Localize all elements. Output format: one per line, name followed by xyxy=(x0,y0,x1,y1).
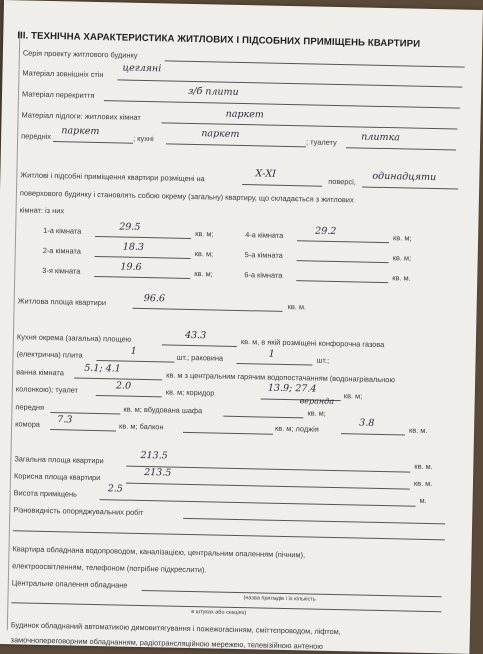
toilet-area-line xyxy=(96,395,162,397)
stove-count-line xyxy=(96,360,174,363)
room-4-unit: кв. м; xyxy=(393,233,412,243)
room-5-line xyxy=(297,260,389,263)
project-series-label: Серія проекту житлового будинку xyxy=(22,48,138,60)
loggia-value: 3.8 xyxy=(359,417,375,429)
room-3-line xyxy=(94,276,190,279)
ceiling-label: Матеріал перекриття xyxy=(21,89,95,100)
location-text-2: поверсі, xyxy=(328,176,356,187)
balcony-line xyxy=(183,432,273,435)
utilities-line-2: електроосвітленням, телефоном (потрібне підкреслити). xyxy=(12,561,207,575)
finish-line-2 xyxy=(13,530,445,540)
location-text-3: поверхового будинку і становлять собою окрему (загальну) квартиру, що складається з житлових xyxy=(19,188,354,205)
storeys-line xyxy=(362,187,458,190)
room-6-line xyxy=(296,280,388,283)
room-1-label: 1-а кімната xyxy=(43,225,82,236)
kitchen-line-4c: кв. м; xyxy=(343,391,363,401)
kitchen-line-2a: (електрична) плита xyxy=(16,349,83,360)
walls-line xyxy=(117,79,462,87)
living-area-value: 96.6 xyxy=(143,292,166,305)
kitchen-line-2b: шт.; раковина xyxy=(176,352,224,363)
veranda-note: веранда xyxy=(299,396,335,406)
kitchen-line-2c: шт.; xyxy=(316,355,330,365)
kitchen-line-6c: кв. м; лоджія xyxy=(274,423,319,434)
room-6-unit: кв. м. xyxy=(392,273,411,283)
room-1-line xyxy=(95,236,191,239)
closet-line xyxy=(223,416,303,419)
room-5-unit: кв. м; xyxy=(392,253,412,263)
kitchen-line-4b: кв. м; коридор xyxy=(165,387,215,398)
total-area-value: 213.5 xyxy=(140,449,168,462)
living-area-unit: кв. м. xyxy=(287,302,307,312)
ceiling-value: з/б плити xyxy=(188,85,239,98)
total-area-label: Загальна площа квартири xyxy=(14,454,104,466)
kitchen-line-5c: кв. м; xyxy=(307,408,326,418)
storeys-value: одинадцяти xyxy=(372,170,437,184)
utilities-line-3: Будинок обладнаний автоматикою димовитягування і пожежогасінням, сміттєпроводом, ліфтом, xyxy=(10,620,341,637)
total-area-unit: кв. м. xyxy=(414,461,433,472)
toilet-line xyxy=(346,147,456,150)
kitchen-line-3a: ванна кімната xyxy=(16,367,64,378)
kitchen-line-5b: кв. м; вбудована шафа xyxy=(123,404,203,416)
room-1-unit: кв. м; xyxy=(195,229,214,239)
floor-label: Матеріал підлоги: житлових кімнат xyxy=(21,110,141,122)
location-text-1: Житлові і підсобні приміщення квартири розміщені на xyxy=(20,170,205,184)
kitchen-area-line xyxy=(162,344,237,347)
storage-line xyxy=(50,429,116,431)
room-5-label: 5-а кімната xyxy=(244,250,283,260)
heating-label: Центральне опалення обладнане xyxy=(11,578,128,590)
ceiling-height-value: 2.5 xyxy=(107,483,124,495)
sink-count-line xyxy=(236,363,312,366)
finish-line xyxy=(183,518,445,524)
kitchen-line-4a: колонкою); туалет xyxy=(15,384,79,395)
toilet-value: плитка xyxy=(361,131,400,144)
project-series-line xyxy=(165,60,465,67)
kitchen-line-5a: передня xyxy=(15,402,45,412)
sink-count-value: 1 xyxy=(268,348,275,360)
loggia-line xyxy=(341,433,405,435)
floors-line xyxy=(242,184,322,187)
room-6-label: 6-а кімната xyxy=(244,270,283,280)
sections-note: в штуках або секціях) xyxy=(191,609,247,617)
kitchen-line-6d: кв. м. xyxy=(408,425,428,435)
living-area-label: Житлова площа квартири xyxy=(17,296,107,308)
floor-rooms-value: паркет xyxy=(225,108,264,121)
room-1-value: 29.5 xyxy=(119,221,141,233)
walls-label: Матеріал зовнішніх стін xyxy=(22,68,104,80)
floors-value: Х-ХІ xyxy=(255,168,277,180)
hall-line xyxy=(53,141,133,144)
hall-value: паркет xyxy=(61,125,100,138)
room-2-line xyxy=(95,256,191,259)
storage-value: 7.3 xyxy=(57,414,73,426)
room-2-label: 2-а кімната xyxy=(42,245,81,256)
kitchen-value: паркет xyxy=(201,128,240,140)
kitchen-line-6b: кв. м; балкон xyxy=(119,421,164,432)
room-4-line xyxy=(297,240,389,243)
toilet-label: ; туалету xyxy=(306,137,337,147)
devices-note: (назва приладів і їх кількість xyxy=(243,595,316,603)
walls-value: цегляні xyxy=(122,62,162,75)
corridor-value: 13.9; 27.4 xyxy=(267,382,317,395)
kitchen-line xyxy=(166,143,306,147)
room-3-value: 19.6 xyxy=(120,261,142,273)
room-3-unit: кв. м; xyxy=(194,269,213,279)
kitchen-area-value: 43.3 xyxy=(184,329,207,342)
utilities-line-1: Квартира обладнана водопроводом, каналізацією, центральним опаленням (пічним), xyxy=(12,544,306,560)
finish-label: Різновидність опоряджувальних робіт xyxy=(13,505,144,518)
location-text-4: кімнат: із них xyxy=(19,205,65,216)
kitchen-line-3b: кв. м з центральним гарячим водопостачанням (водонагрівальною xyxy=(166,370,396,385)
kitchen-label: ; кухні xyxy=(133,133,154,144)
room-3-label: 3-я кімната xyxy=(42,265,81,276)
kitchen-line-6a: комора xyxy=(15,419,41,429)
toilet-area-value: 2.0 xyxy=(115,380,132,392)
living-area-line xyxy=(133,308,283,312)
ceiling-height-line xyxy=(100,499,416,507)
useful-area-label: Корисна площа квартири xyxy=(13,471,101,483)
kitchen-line-1b: кв. м, в якій розміщені конфорочна газова xyxy=(240,337,385,350)
ceiling-line xyxy=(104,100,460,108)
room-4-label: 4-а кімната xyxy=(245,230,284,240)
hall-label: передніх xyxy=(21,131,52,142)
kitchen-line-1a: Кухня окрема (загальна) площею xyxy=(16,332,132,344)
section-title: III. ТЕХНІЧНА ХАРАКТЕРИСТИКА ЖИТЛОВИХ І ПІДСОБНИХ ПРИМІЩЕНЬ КВАРТИРИ xyxy=(17,30,421,50)
utilities-line-4: замочнопереговорним обладнанням, радіотрансляційною мережею, телевізійною антеною xyxy=(10,635,323,651)
bath-value: 5.1; 4.1 xyxy=(84,362,121,375)
room-2-value: 18.3 xyxy=(122,241,145,253)
room-4-value: 29.2 xyxy=(315,225,337,238)
room-2-unit: кв. м; xyxy=(194,249,214,259)
useful-area-value: 213.5 xyxy=(144,467,172,479)
stove-count-value: 1 xyxy=(130,345,137,357)
ceiling-height-label: Висота приміщень xyxy=(13,488,78,499)
useful-area-line xyxy=(126,483,410,490)
margin-line xyxy=(7,30,21,630)
useful-area-unit: кв. м. xyxy=(413,478,433,489)
ceiling-height-unit: м. xyxy=(419,495,427,505)
